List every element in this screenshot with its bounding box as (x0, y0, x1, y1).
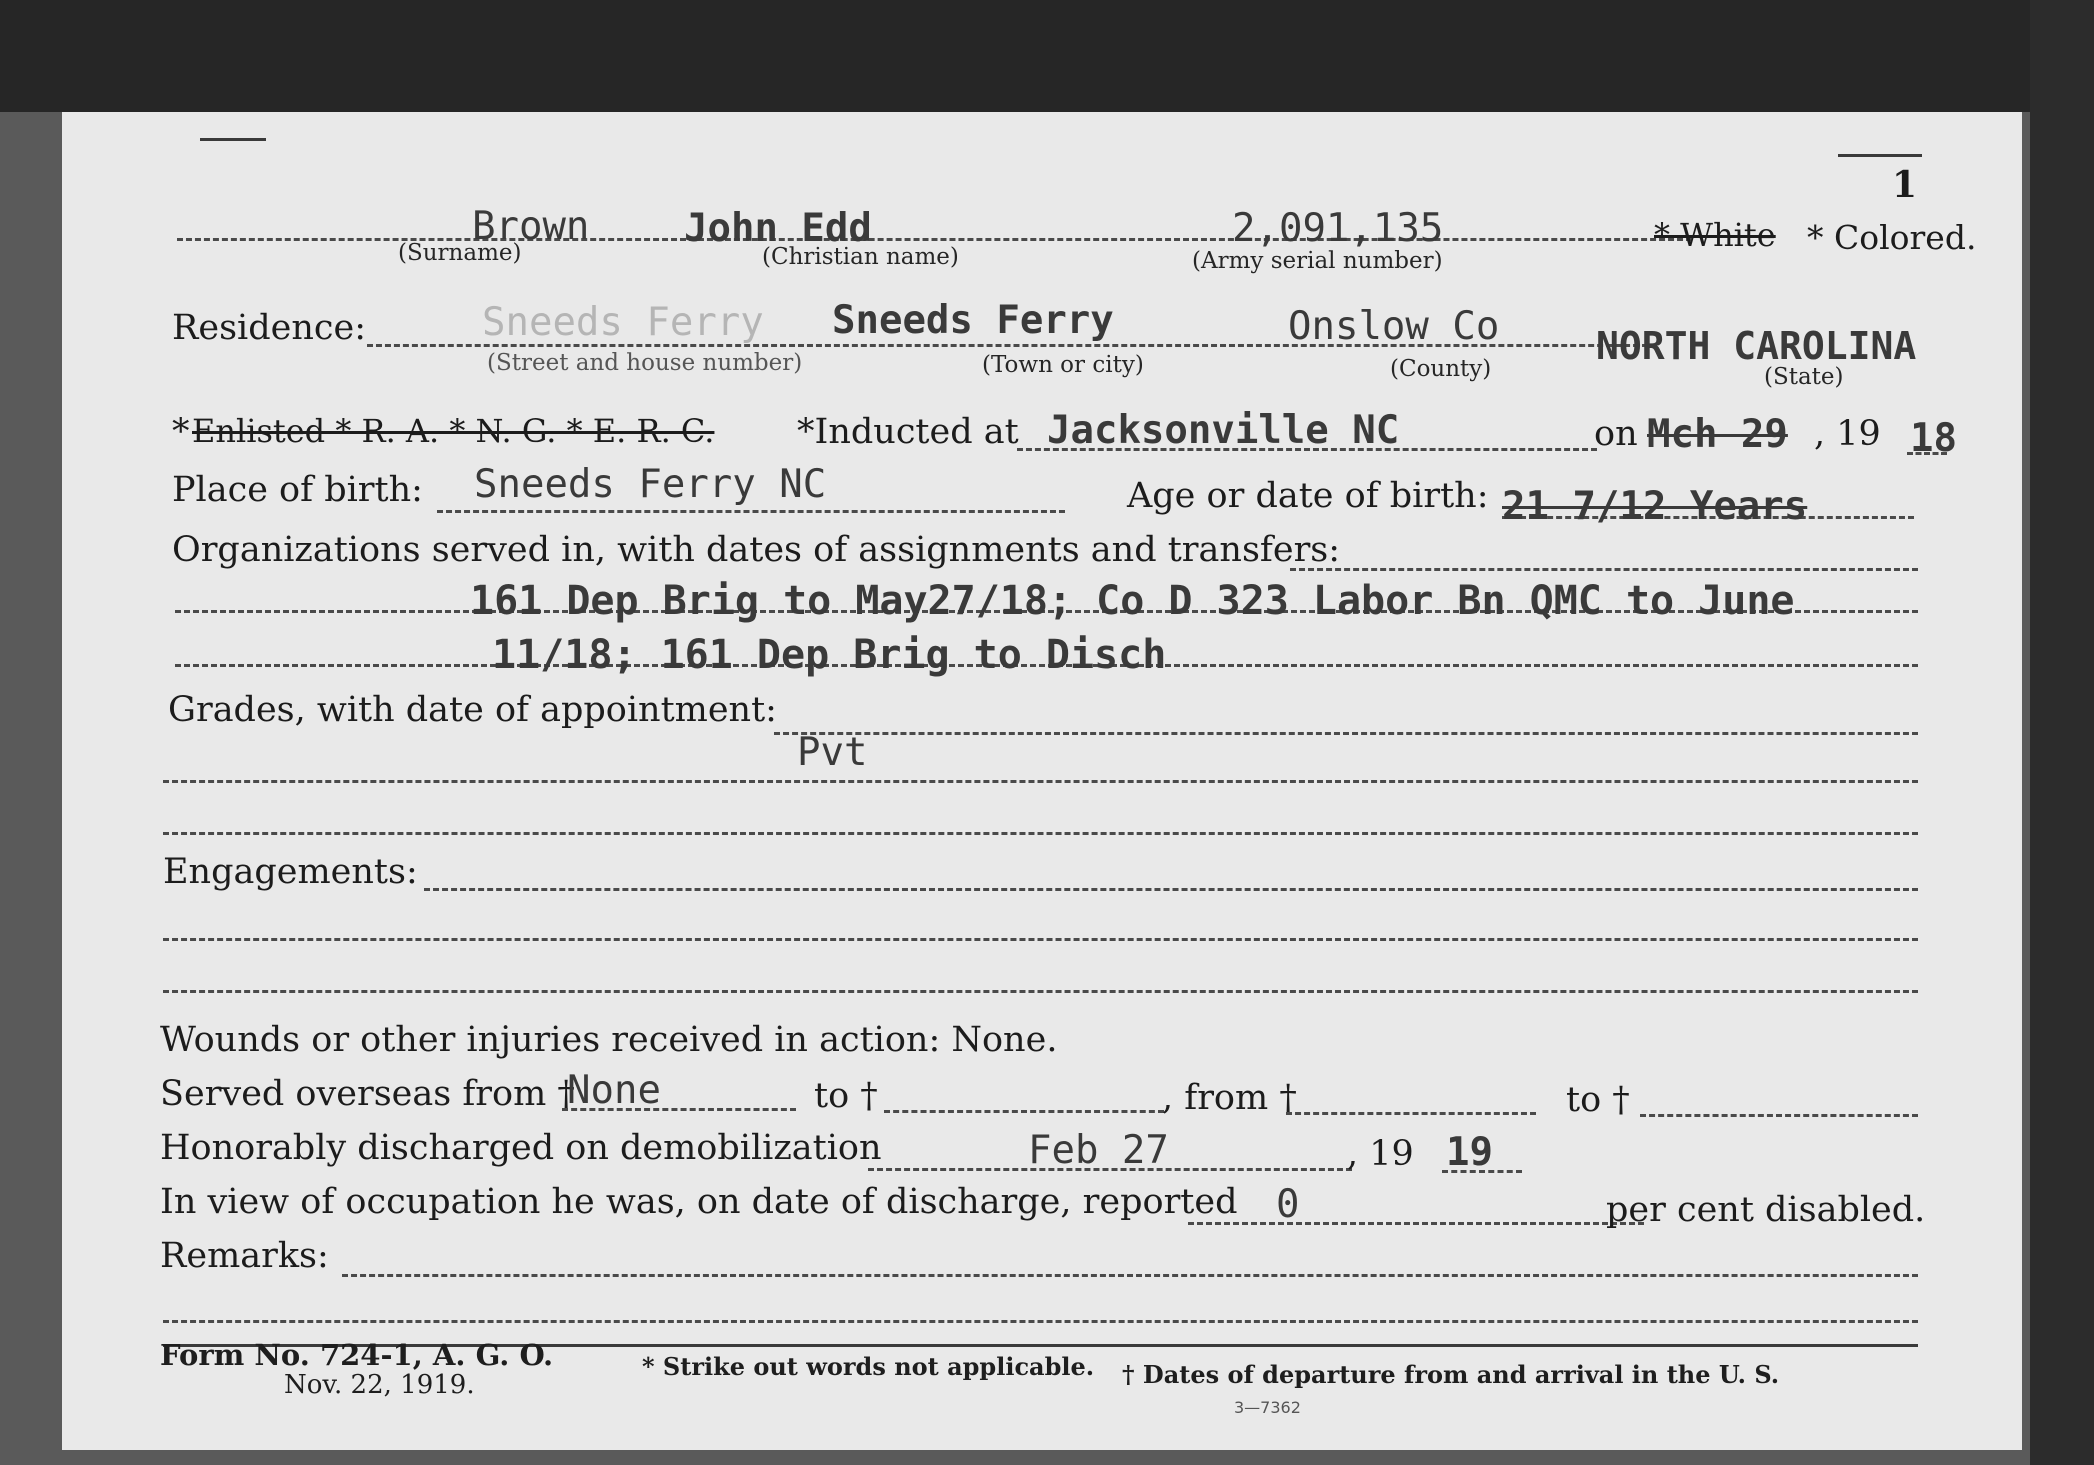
birth-place-label: Place of birth: (172, 470, 423, 510)
birth-place-value: Sneeds Ferry NC (474, 462, 827, 507)
corner-mark (200, 138, 266, 141)
remarks-line-0 (342, 1274, 1918, 1277)
surname-caption: (Surname) (398, 240, 522, 266)
scanner-right-border (2030, 0, 2094, 1465)
birth-place-line (437, 510, 1065, 513)
grades-value: Pvt (797, 730, 868, 775)
organizations-line-0 (1290, 568, 1918, 571)
disability-label: In view of occupation he was, on date of discharge, reported (160, 1182, 1238, 1222)
inducted-at-label: *Inducted at (797, 412, 1019, 452)
surname-value: Brown (472, 204, 590, 249)
overseas-label: Served overseas from † (160, 1074, 575, 1114)
printer-code: 3—7362 (1234, 1398, 1301, 1417)
race-colored-option: * Colored. (1807, 218, 1977, 257)
remarks-line-1 (163, 1320, 1918, 1323)
induction-place-value: Jacksonville NC (1047, 408, 1400, 453)
age-label: Age or date of birth: (1127, 476, 1489, 516)
county-caption: (County) (1390, 356, 1492, 382)
christian-name-value: John Edd (684, 206, 872, 251)
struck-enlistment-options: Enlisted * R. A. * N. G. * E. R. C. (192, 412, 715, 450)
remarks-label: Remarks: (160, 1236, 329, 1276)
induction-date-value: Mch 29 (1647, 412, 1788, 457)
state-caption: (State) (1764, 364, 1844, 390)
engagements-line-2 (163, 990, 1918, 993)
grades-line-0 (774, 732, 1918, 735)
induction-year-prefix: , 19 (1814, 414, 1881, 454)
scanner-top-border (0, 0, 2094, 112)
overseas-from-value: None (567, 1068, 661, 1113)
grades-line-1 (163, 780, 1918, 783)
discharge-label: Honorably discharged on demobilization (160, 1128, 882, 1168)
strike-out-note: * Strike out words not applicable. (642, 1352, 1095, 1381)
town-value: Sneeds Ferry (832, 298, 1114, 343)
christian-name-caption: (Christian name) (762, 244, 959, 270)
discharge-year-prefix: , 19 (1347, 1134, 1414, 1174)
card-number: 1 (1892, 164, 1918, 206)
organizations-value-line-2: 11/18; 161 Dep Brig to Disch (492, 632, 1167, 678)
street-value-faint: Sneeds Ferry (482, 300, 764, 345)
corner-mark (1838, 154, 1922, 157)
street-caption: (Street and house number) (487, 350, 803, 376)
discharge-year-value: 19 (1446, 1130, 1493, 1175)
overseas-to-line (884, 1110, 1164, 1113)
disability-line (1188, 1222, 1644, 1225)
organizations-value-line-1: 161 Dep Brig to May27/18; Co D 323 Labor Bn QMC to June (470, 578, 1795, 624)
grades-label: Grades, with date of appointment: (168, 690, 777, 730)
dates-note: † Dates of departure from and arrival in the U. S. (1122, 1360, 1780, 1389)
grades-line-2 (163, 832, 1918, 835)
on-label: on (1594, 414, 1638, 454)
overseas-to2-label: to † (1566, 1080, 1630, 1120)
discharge-date-value: Feb 27 (1028, 1128, 1169, 1173)
induction-star: * (172, 412, 190, 452)
service-record-card (62, 112, 2022, 1450)
overseas-to2-line (1640, 1114, 1918, 1117)
overseas-to-label: to † (814, 1076, 878, 1116)
disability-value: 0 (1276, 1182, 1300, 1227)
serial-number-value: 2,091,135 (1232, 206, 1444, 251)
form-number: Form No. 724-1, A. G. O. (160, 1338, 554, 1372)
serial-number-caption: (Army serial number) (1192, 248, 1443, 274)
engagements-line-1 (163, 938, 1918, 941)
town-caption: (Town or city) (982, 352, 1144, 378)
overseas-from2-line (1286, 1112, 1536, 1115)
race-white-option: * White (1654, 216, 1776, 254)
county-value: Onslow Co (1288, 304, 1500, 349)
disability-suffix: per cent disabled. (1606, 1190, 1926, 1230)
overseas-from2-label: , from † (1162, 1078, 1297, 1118)
wounds-text: Wounds or other injuries received in action: None. (160, 1020, 1058, 1060)
engagements-line-0 (424, 888, 1918, 891)
engagements-label: Engagements: (163, 852, 418, 892)
induction-year-value: 18 (1910, 416, 1957, 461)
state-value: NORTH CAROLINA (1596, 324, 1917, 368)
age-value: 21 7/12 Years (1502, 484, 1808, 529)
organizations-label: Organizations served in, with dates of assignments and transfers: (172, 530, 1341, 570)
residence-label: Residence: (172, 308, 366, 348)
form-date: Nov. 22, 1919. (284, 1370, 475, 1400)
